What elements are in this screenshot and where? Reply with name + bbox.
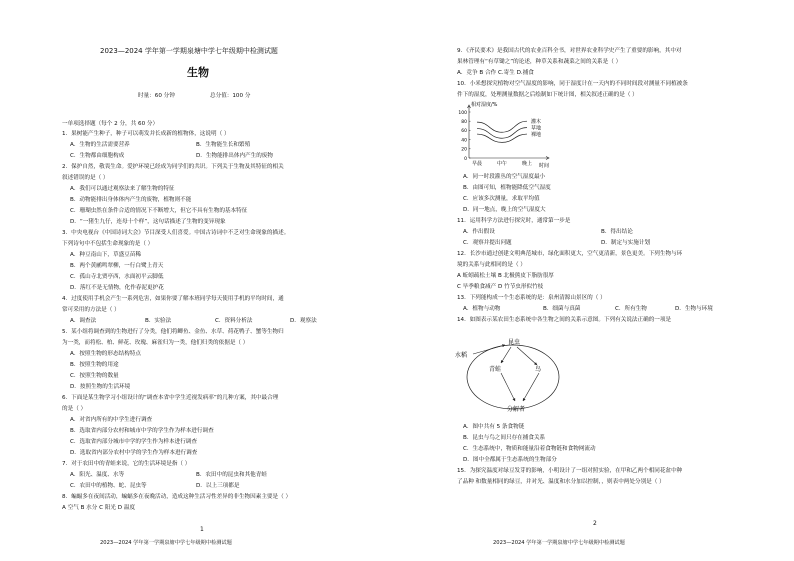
- node-decomposer: 分解者: [507, 406, 526, 413]
- question-line: 7．对于农田中的青蛙来说，它的生活环境是指（ ）: [62, 461, 191, 467]
- question-line: 2．保护自然，敬畏生命。爱护环境已经成为同学们的共识。下列关于生物及其特征的相关: [62, 164, 284, 170]
- node-frog: 青蛙: [489, 366, 502, 373]
- question-line: 3．中央电视台《中国诗词大会》节目深受人们喜爱。中国古诗词中不乏对生命现象的描述。: [62, 230, 290, 236]
- option: A．图中共有 5 条食物链: [463, 424, 525, 430]
- x-tick-label: 早晨: [471, 161, 483, 167]
- option: C．生态系统中，物质和能量沿着食物链和食物网流动: [463, 446, 596, 452]
- question-line: 为一类，而将松、柏、鲜花、玫瑰、麻雀归为一类，他们归类的依据是（ ）: [62, 340, 249, 346]
- arrow-insect-frog: [501, 347, 511, 363]
- option: A．作出假设: [463, 229, 495, 235]
- question-line: 件下的湿度，处理测量数据之后绘制如下统计图，相关叙述正确的是（ ）: [457, 92, 638, 98]
- arrow-insect-bird: [517, 347, 537, 365]
- y-axis-label: 相对湿度/%: [471, 102, 498, 108]
- option: B．选取省内部分农村和城市中学的学生作为样本进行调查: [70, 428, 214, 434]
- option: A．我们可以通过观察法来了解生物的特征: [70, 186, 175, 192]
- option: C．珊瑚虫然在条件合适的情况下不断增大，但它不具有生物的基本特征: [70, 208, 248, 214]
- x-tick-label: 晚上: [521, 161, 533, 167]
- option: D．选取省内部分农村中学的学生作为样本进行调查: [70, 450, 198, 456]
- question-line: 14．如图表示某农田生态系统中各生物之间的关系示意图。下列有关说法正确的一项是: [457, 317, 672, 323]
- page-number: 1: [200, 526, 204, 533]
- option: B．昆虫与鸟之间只存在捕食关系: [463, 435, 546, 441]
- y-tick-label: 0: [464, 156, 467, 162]
- option: A．种豆南山下，草盛豆苗稀: [70, 252, 141, 258]
- humidity-line-chart: [453, 100, 573, 172]
- x-tick-label: 中午: [496, 161, 508, 167]
- option: C．观察并提出问题: [463, 240, 512, 246]
- section-title: 一单项选择题（每个 2 分，共 60 分）: [62, 121, 159, 127]
- option: D．同一地点，晚上的空气湿度大: [463, 207, 546, 213]
- option: D．生物与环境: [675, 306, 713, 312]
- food-web-diagram: [453, 333, 573, 419]
- option: B．两个黄鹂鸣翠柳，一行白鹭上青天: [70, 263, 164, 269]
- time-label: 时量：60 分钟: [138, 93, 175, 99]
- node-rice: 水稻: [455, 352, 468, 359]
- question-line: 6．下面是某生物学习小组设计的“调查本省中学生近视发病率”的几种方案，其中最合理: [62, 395, 279, 401]
- option: A．植物与动物: [463, 306, 501, 312]
- question-line: 12．长沙市通过创建文明典范城市，绿化面积更大，空气更清新，景色更美。下列生物与环: [457, 251, 683, 257]
- food-web-cycle: [467, 345, 559, 409]
- option: C．资料分析法: [215, 318, 253, 324]
- option: A．生物的生活需要营养: [70, 142, 130, 148]
- option: C．按照生物的数量: [70, 373, 119, 379]
- x-axis-label: 时间: [539, 163, 550, 169]
- option: A 蚯蚓疏松土壤 B 北极熊皮下脂肪很厚: [457, 273, 554, 279]
- option: B．农田中的昆虫和其他青蛙: [196, 472, 267, 478]
- option: D．图中全都属于生态系统的生物部分: [463, 457, 557, 463]
- question-line: 的是（ ）: [62, 406, 87, 412]
- page-footer: 2023—2024 学年第一学期泉塘中学七年级期中检测试题: [100, 540, 232, 546]
- y-tick-label: 100: [458, 110, 467, 116]
- option: D．以上三项都是: [196, 483, 240, 489]
- page-2: [397, 0, 794, 561]
- y-tick-label: 80: [461, 120, 467, 125]
- question-line: 常可采用的方法是（ ）: [62, 307, 120, 313]
- option: D．按照生物的生活环境: [70, 384, 131, 390]
- option: D．观察法: [290, 318, 317, 324]
- exam-header: 2023—2024 学年第一学期泉塘中学七年级期中检测试题: [100, 47, 278, 55]
- option: B．实验法: [145, 318, 172, 324]
- y-tick-label: 40: [461, 138, 467, 144]
- arrow-rice-insect: [473, 345, 505, 354]
- option: C．选取省内部分城市中学的学生作为样本进行调查: [70, 439, 197, 445]
- option: C．农田中的植物、蛇、昆虫等: [70, 483, 147, 489]
- node-insect: 昆虫: [508, 339, 521, 346]
- question-line: 了品种 和数量相同的绿豆，并对光、温度和水分加以控制，，则表中两处分别是（ ）: [457, 479, 665, 485]
- option: A．对省内所有的中学生进行调查: [70, 417, 153, 423]
- arrow-bird-decomposer: [523, 373, 539, 401]
- page-number: 2: [593, 520, 597, 527]
- series-label: 草地: [531, 125, 542, 132]
- option: C．生物都由细胞构成: [70, 153, 125, 159]
- option: B．按照生物的用途: [70, 362, 119, 368]
- option: A．竞争 B 合作 C.寄生 D.捕食: [457, 70, 534, 76]
- option: A．阳光、温度、水等: [70, 472, 125, 478]
- option: C．所有生物: [615, 306, 647, 312]
- question-line: 境的关系与此相同的是（ ）: [457, 262, 526, 268]
- option: A．按照生物的形态结构特点: [70, 351, 141, 357]
- question-line: 1．果树能产生种子，种子可以萌发并长成新的植物体，这说明（ ）: [62, 131, 230, 137]
- option: C．应该多次测量，求取平均值: [463, 196, 540, 202]
- series-line-1: [477, 128, 527, 139]
- option: C 旱季粮食减产 D 竹节虫形似竹枝: [457, 284, 544, 290]
- series-label: 裸地: [531, 132, 542, 139]
- option: B．生物能生长和繁殖: [196, 142, 251, 148]
- option: D．制定与实施计划: [601, 240, 651, 246]
- y-tick-label: 60: [461, 129, 467, 135]
- question-line: 15．为探究温度对绿豆发芽的影响，小明设计了一组对照实验，在甲和乙两个相同花盆中种: [457, 468, 683, 474]
- arrow-frog-decomposer: [501, 373, 515, 401]
- option: D．生物能排出体内产生的废物: [196, 153, 274, 159]
- subject-title: 生物: [187, 66, 209, 79]
- question-line: 5．某小组将调查到的生物进行了分类，他们将鲫鱼、金鱼、水草、荷花鸭子、蟹等生物归: [62, 329, 284, 335]
- question-line: 果林管理有“有草锄之”的论述，种草关系和蔬菜之间的关系是（ ）: [457, 59, 622, 65]
- node-bird: 鸟: [535, 366, 542, 373]
- question-line: 13．下列能构成一个生态系统的是：泉州清源山景区的（ ）: [457, 295, 606, 301]
- question-line: 11．运用科学方法进行探究时，通常第一步是: [457, 218, 571, 224]
- option: B．得出结论: [601, 229, 633, 235]
- question-line: 10．小米想探究植物对空气湿度的影响，同于湿度计在一天内的不同时间段对测量不同植被条: [457, 81, 688, 87]
- y-tick-label: 20: [461, 147, 467, 153]
- question-line: 下列诗句中不包括生命现象的是（ ）: [62, 241, 154, 247]
- page-footer: 2023—2024 学年第一学期泉塘中学七年级期中检测试题: [493, 540, 625, 546]
- option: B．动物能排出身体体内产生的废物，植物则不能: [70, 197, 192, 203]
- option: D．落红不是无情物，化作春泥更护花: [70, 285, 164, 291]
- option: B．由图可知，植物能降低空气湿度: [463, 185, 551, 191]
- series-label: 灌木: [531, 119, 542, 126]
- option: B．细菌与真菌: [543, 306, 581, 312]
- option: A．同一时段灌丛的空气湿度最小: [463, 174, 546, 180]
- score-label: 总分值：100 分: [210, 93, 251, 99]
- option: A 空气 B 水分 C 阳光 D 温度: [62, 505, 136, 511]
- option: A．调查法: [70, 318, 97, 324]
- option: C．孤山寺北贾亭西，水面初平云脚低: [70, 274, 164, 280]
- option: D．“一猪生九仔，连母十个样”，这句话描述了生物的变异现象: [70, 219, 226, 225]
- question-line: 8．蝙蝠多在夜间活动，蝙蝠多在夜晚活动，造成这种生活习性差异的非生物因素主要是（ ）: [62, 494, 292, 500]
- question-line: 9．《齐民要术》是我国古代的农业百科全书，对世界农业科学史产生了重要的影响，其中对: [457, 48, 682, 54]
- question-line: 叙述错误的是（ ）: [62, 175, 109, 181]
- question-line: 4．过度使用手机会产生一系列危害，如果你要了解本班同学每天使用手机的平均时间，通: [62, 296, 284, 302]
